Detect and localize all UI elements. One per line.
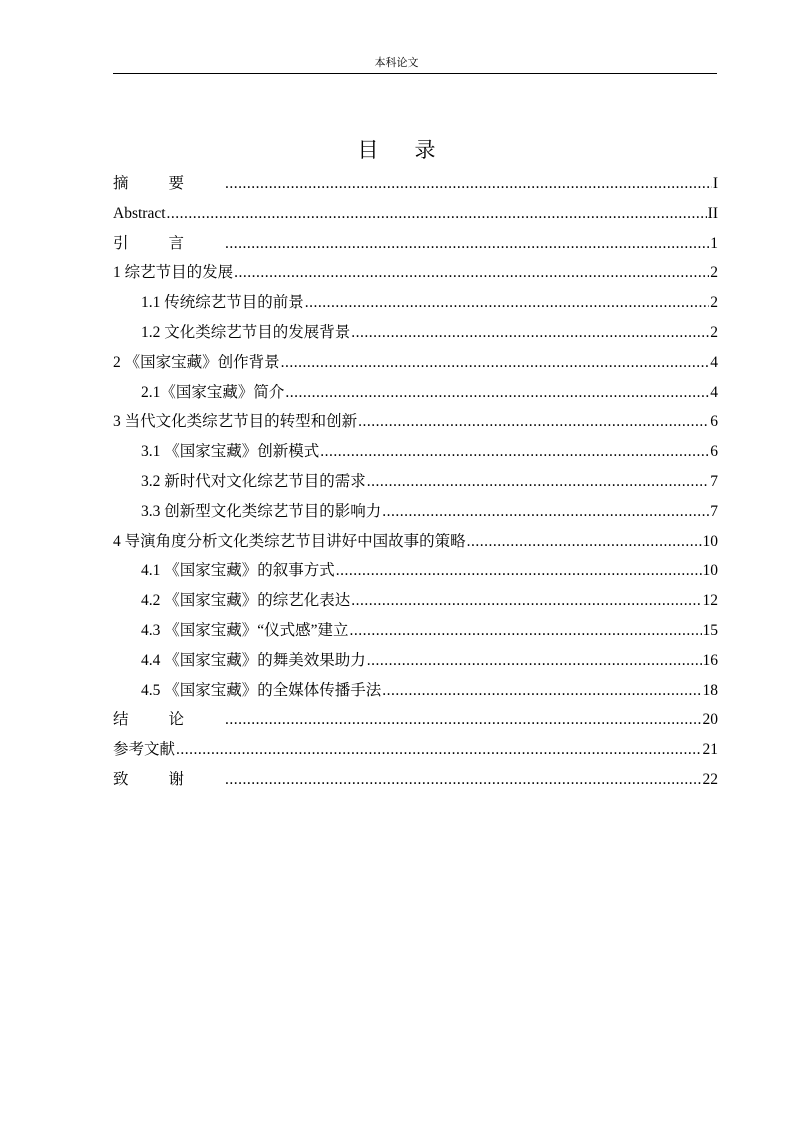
toc-entry-label: 1.2 文化类综艺节目的发展背景 (141, 323, 351, 341)
toc-leader-dots (351, 318, 709, 348)
toc-entry-page: 22 (702, 770, 718, 788)
toc-leader-dots (382, 676, 701, 706)
toc-entry-label: 结论 (113, 711, 225, 729)
toc-entry[interactable] (113, 705, 718, 735)
toc-entry-label: 2.1《国家宝藏》简介 (141, 383, 285, 401)
toc-leader-dots (167, 199, 707, 229)
toc-entry-label: 1 综艺节目的发展 (113, 264, 234, 282)
toc-entry[interactable] (113, 616, 718, 646)
toc-entry[interactable] (113, 646, 718, 676)
toc-leader-dots (351, 586, 701, 616)
toc-entry-page: 6 (710, 413, 718, 431)
toc-entry-label: Abstract (113, 204, 166, 222)
toc-entry[interactable] (113, 378, 718, 408)
toc-entry-label: 致谢 (113, 770, 225, 788)
toc-leader-dots (225, 765, 701, 795)
toc-entry-page: 7 (710, 502, 718, 520)
toc-entry[interactable] (113, 527, 718, 557)
toc-entry-page: 6 (710, 443, 718, 461)
toc-entry[interactable] (113, 765, 718, 795)
toc-entry[interactable] (113, 556, 718, 586)
toc-entry-label: 参考文献 (113, 741, 176, 759)
toc-entry-label: 4.3 《国家宝藏》“仪式感”建立 (141, 621, 349, 639)
toc-entry[interactable] (113, 229, 718, 259)
toc-entry-label: 3 当代文化类综艺节目的转型和创新 (113, 413, 358, 431)
toc-entry[interactable] (113, 735, 718, 765)
toc-leader-dots (350, 616, 702, 646)
toc-entry-page: 10 (702, 562, 718, 580)
toc-leader-dots (176, 735, 701, 765)
toc-title: 目录 (357, 138, 472, 162)
toc-entry[interactable] (113, 348, 718, 378)
toc-entry[interactable] (113, 199, 718, 229)
toc-entry-page: 18 (702, 681, 718, 699)
toc-entry-page: 12 (702, 592, 718, 610)
toc-entry[interactable] (113, 586, 718, 616)
toc-entry[interactable] (113, 288, 718, 318)
toc-entry-page: 1 (710, 234, 718, 252)
toc-leader-dots (467, 527, 702, 557)
toc-entry-label: 4.1 《国家宝藏》的叙事方式 (141, 562, 335, 580)
toc-entry-label: 2 《国家宝藏》创作背景 (113, 353, 280, 371)
toc-entry-label: 引言 (113, 234, 225, 252)
toc-entry-label: 4.4 《国家宝藏》的舞美效果助力 (141, 651, 366, 669)
toc-entry[interactable] (113, 497, 718, 527)
toc-leader-dots (336, 556, 702, 586)
toc-leader-dots (225, 229, 709, 259)
toc-entry-label: 3.2 新时代对文化综艺节目的需求 (141, 472, 366, 490)
toc-entry-page: II (707, 204, 718, 222)
toc-leader-dots (225, 169, 712, 199)
toc-entry-label: 4 导演角度分析文化类综艺节目讲好中国故事的策略 (113, 532, 466, 550)
toc-entry[interactable] (113, 169, 718, 199)
toc-entry-page: 10 (702, 532, 718, 550)
toc-leader-dots (234, 258, 709, 288)
toc-leader-dots (367, 467, 709, 497)
toc-entry[interactable] (113, 467, 718, 497)
toc-entry-label: 摘要 (113, 175, 225, 192)
toc-entry-label: 1.1 传统综艺节目的前景 (141, 294, 304, 312)
toc-entry-label: 3.3 创新型文化类综艺节目的影响力 (141, 502, 382, 520)
header-rule (113, 73, 717, 74)
toc-entry-page: 2 (710, 323, 718, 341)
toc-entry-page: 15 (702, 621, 718, 639)
toc-entry-page: 20 (702, 711, 718, 729)
toc-entry-page: 16 (702, 651, 718, 669)
toc-leader-dots (367, 646, 702, 676)
toc-entry[interactable] (113, 407, 718, 437)
toc-entry[interactable] (113, 258, 718, 288)
table-of-contents (113, 169, 718, 795)
toc-entry-label: 3.1 《国家宝藏》创新模式 (141, 443, 320, 461)
toc-entry-page: I (712, 175, 718, 192)
toc-entry-page: 21 (702, 741, 718, 759)
toc-leader-dots (305, 288, 709, 318)
toc-entry[interactable] (113, 318, 718, 348)
toc-entry[interactable] (113, 437, 718, 467)
toc-entry-page: 7 (710, 472, 718, 490)
toc-leader-dots (281, 348, 710, 378)
toc-entry-label: 4.5 《国家宝藏》的全媒体传播手法 (141, 681, 382, 699)
toc-leader-dots (382, 497, 709, 527)
toc-entry-page: 2 (710, 294, 718, 312)
page-header: 本科论文 (374, 57, 419, 69)
toc-entry-label: 4.2 《国家宝藏》的综艺化表达 (141, 592, 351, 610)
toc-leader-dots (225, 705, 701, 735)
toc-leader-dots (285, 378, 709, 408)
toc-entry[interactable] (113, 676, 718, 706)
toc-leader-dots (320, 437, 709, 467)
toc-entry-page: 4 (710, 353, 718, 371)
toc-entry-page: 2 (710, 264, 718, 282)
toc-leader-dots (358, 407, 709, 437)
toc-entry-page: 4 (710, 383, 718, 401)
